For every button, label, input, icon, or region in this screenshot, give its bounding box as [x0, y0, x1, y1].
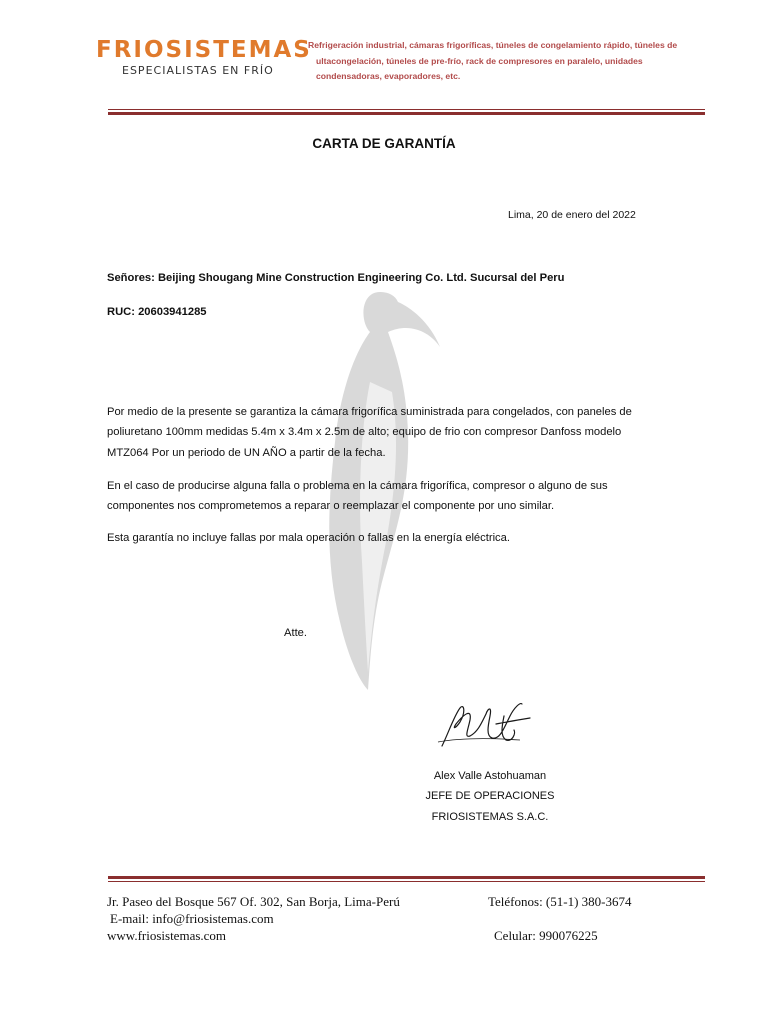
header-divider	[108, 109, 705, 115]
paragraph-line: MTZ064 Por un periodo de UN AÑO a partir de la fecha.	[107, 446, 386, 459]
company-logo	[96, 36, 312, 78]
footer-divider	[108, 876, 705, 882]
footer-mobile: Celular: 990076225	[494, 928, 598, 943]
signer-role: JEFE DE OPERACIONES	[425, 790, 555, 803]
handwritten-signature-icon	[430, 694, 540, 754]
letter-date: Lima, 20 de enero del 2022	[508, 209, 636, 221]
logo-slogan: ESPECIALISTAS EN FRÍO	[122, 64, 274, 77]
signature-block	[420, 766, 560, 827]
footer-phones: Teléfonos: (51-1) 380-3674	[488, 894, 632, 909]
tagline-line: ultacongelación, túneles de pre-frío, rack de compresores en paralelo, unidades	[316, 55, 643, 66]
body-paragraph	[107, 528, 707, 548]
addressee-ruc: RUC: 20603941285	[107, 306, 207, 318]
footer-address: Jr. Paseo del Bosque 567 Of. 302, San Borja, Lima-Perú	[107, 894, 400, 909]
paragraph-line: En el caso de producirse alguna falla o problema en la cámara frigorífica, compresor o alguno de sus	[107, 480, 608, 492]
paragraph-line: componentes nos comprometemos a reparar o reemplazar el componente por uno similar.	[107, 500, 555, 513]
letter-addressee: Señores: Beijing Shougang Mine Construction Engineering Co. Ltd. Sucursal del Peru	[107, 272, 565, 284]
paragraph-line: Por medio de la presente se garantiza la cámara frigorífica suministrada para congelados, con paneles de	[107, 406, 632, 418]
footer-website[interactable]: www.friosistemas.com	[107, 928, 227, 943]
paragraph-line: Esta garantía no incluye fallas por mala operación o fallas en la energía eléctrica.	[107, 532, 510, 544]
tagline-line: condensadoras, evaporadores, etc.	[316, 71, 461, 81]
letter-closing: Atte.	[284, 627, 308, 639]
letter-title: CARTA DE GARANTÍA	[312, 136, 456, 151]
company-tagline	[308, 38, 708, 85]
footer-email[interactable]: E-mail: info@friosistemas.com	[110, 911, 274, 926]
tagline-line: Refrigeración industrial, cámaras frigoríficas, túneles de congelamiento rápido, túneles de	[308, 40, 678, 50]
body-paragraph	[107, 402, 707, 463]
paragraph-line: poliuretano 100mm medidas 5.4m x 3.4m x 2.5m de alto; equipo de frio con compresor Danfoss modelo	[107, 426, 622, 439]
signer-name: Alex Valle Astohuaman	[433, 770, 547, 782]
signer-company: FRIOSISTEMAS S.A.C.	[431, 810, 549, 823]
logo-company-name: FRIOSISTEMAS	[96, 37, 312, 63]
body-paragraph	[107, 476, 707, 517]
